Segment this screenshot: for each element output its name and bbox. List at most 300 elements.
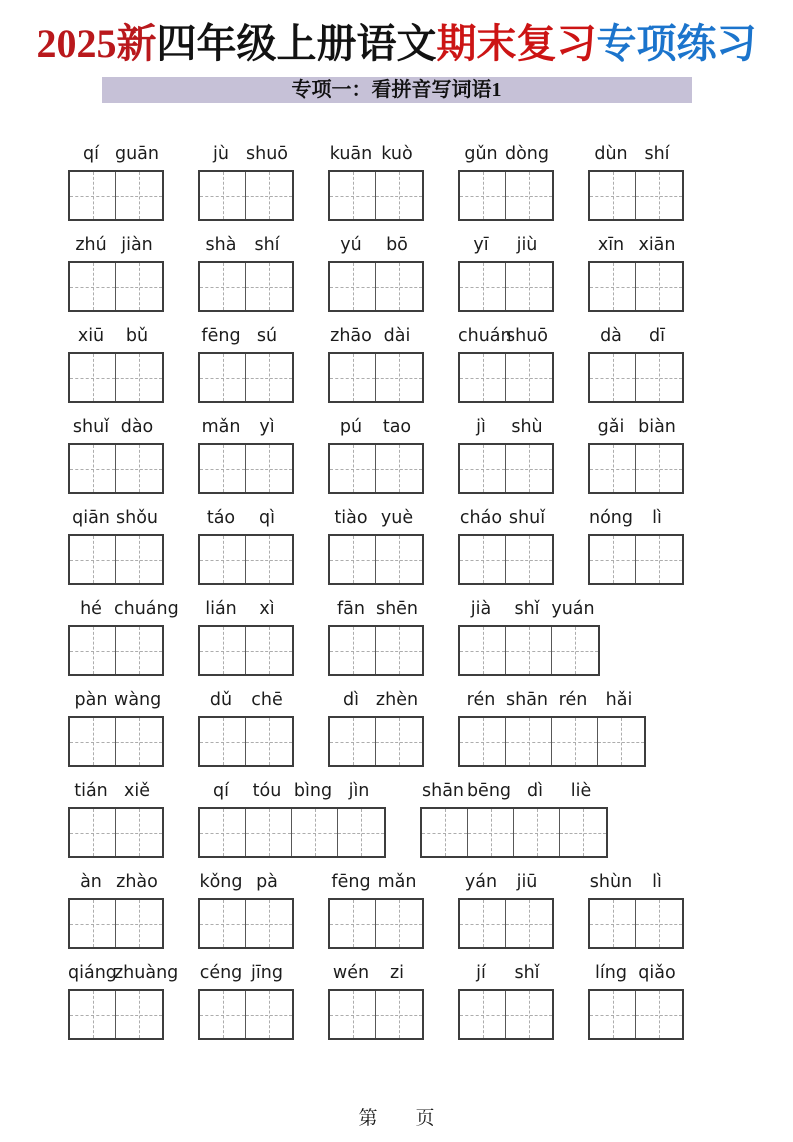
pinyin-syllable: qí	[83, 144, 99, 164]
writing-grid	[588, 170, 684, 221]
pinyin-syllable: lì	[652, 872, 662, 892]
writing-grid	[328, 716, 424, 767]
pinyin-syllable: mǎn	[201, 417, 241, 437]
writing-grid	[68, 989, 164, 1040]
word-item	[198, 962, 294, 1040]
writing-cell	[376, 536, 422, 583]
pinyin-syllable: hǎi	[605, 690, 633, 710]
pinyin-syllable: tián	[74, 781, 108, 801]
word-item	[68, 871, 164, 949]
word-item	[68, 962, 179, 1040]
pinyin-syllable: hé	[80, 599, 102, 619]
subtitle-band	[102, 77, 692, 103]
writing-cell	[338, 809, 384, 856]
word-item	[588, 143, 684, 221]
writing-cell	[246, 536, 292, 583]
pinyin-label	[328, 143, 424, 165]
writing-grid	[68, 625, 164, 676]
page-title	[0, 20, 793, 68]
pinyin-label	[328, 325, 424, 347]
pinyin-syllable: jí	[476, 963, 486, 983]
word-item	[588, 234, 684, 312]
pinyin-syllable: pà	[256, 872, 278, 892]
writing-grid	[328, 443, 424, 494]
pinyin-syllable: yuè	[380, 508, 414, 528]
writing-cell	[330, 536, 376, 583]
writing-cell	[200, 263, 246, 310]
pinyin-syllable: yì	[259, 417, 275, 437]
pinyin-label	[68, 780, 164, 802]
writing-cell	[70, 991, 116, 1038]
writing-cell	[590, 536, 636, 583]
pinyin-syllable: yī	[473, 235, 489, 255]
pinyin-syllable: jià	[470, 599, 492, 619]
pinyin-syllable: yuán	[551, 599, 595, 619]
pinyin-syllable: shuō	[245, 144, 288, 164]
writing-grid	[458, 625, 600, 676]
writing-grid	[328, 534, 424, 585]
pinyin-syllable: lì	[652, 508, 662, 528]
pinyin-label	[588, 325, 684, 347]
pinyin-syllable: jiū	[516, 872, 538, 892]
writing-cell	[330, 263, 376, 310]
writing-cell	[598, 718, 644, 765]
pinyin-syllable: xiě	[124, 781, 150, 801]
writing-cell	[200, 718, 246, 765]
pinyin-label	[198, 962, 294, 984]
pinyin-syllable: qiān	[72, 508, 110, 528]
pinyin-syllable: céng	[199, 963, 243, 983]
pinyin-syllable: dài	[383, 326, 411, 346]
pinyin-syllable: rén	[466, 690, 496, 710]
pinyin-syllable: jīng	[251, 963, 283, 983]
pinyin-syllable: zhào	[116, 872, 158, 892]
writing-grid	[458, 170, 554, 221]
worksheet-rows	[0, 143, 793, 1040]
pinyin-label	[458, 416, 554, 438]
word-item	[458, 598, 600, 676]
pinyin-label	[68, 689, 164, 711]
word-item	[328, 871, 424, 949]
pinyin-syllable: qiáng	[68, 963, 117, 983]
writing-cell	[200, 536, 246, 583]
pinyin-syllable: dì	[343, 690, 359, 710]
writing-cell	[376, 172, 422, 219]
writing-grid	[198, 170, 294, 221]
pinyin-syllable: qí	[213, 781, 229, 801]
pinyin-syllable: shí	[254, 235, 280, 255]
writing-cell	[376, 718, 422, 765]
pinyin-syllable: yú	[340, 235, 362, 255]
writing-cell	[246, 900, 292, 947]
pinyin-syllable: tao	[382, 417, 412, 437]
writing-cell	[506, 627, 552, 674]
writing-cell	[116, 445, 162, 492]
writing-grid	[68, 170, 164, 221]
writing-grid	[198, 716, 294, 767]
pinyin-syllable: xiū	[77, 326, 105, 346]
writing-cell	[200, 900, 246, 947]
word-item	[588, 325, 684, 403]
writing-grid	[458, 534, 554, 585]
pinyin-syllable: shān	[421, 781, 465, 801]
writing-cell	[460, 172, 506, 219]
writing-grid	[68, 534, 164, 585]
pinyin-syllable: zhuàng	[114, 963, 179, 983]
writing-cell	[460, 991, 506, 1038]
writing-cell	[376, 263, 422, 310]
writing-cell	[200, 172, 246, 219]
writing-cell	[460, 900, 506, 947]
worksheet-row	[0, 962, 793, 1040]
pinyin-syllable: pú	[339, 417, 363, 437]
writing-cell	[116, 900, 162, 947]
writing-grid	[198, 534, 294, 585]
pinyin-syllable: shān	[505, 690, 549, 710]
writing-cell	[70, 900, 116, 947]
writing-grid	[328, 352, 424, 403]
writing-grid	[458, 352, 554, 403]
pinyin-label	[588, 234, 684, 256]
writing-cell	[70, 263, 116, 310]
pinyin-label	[198, 871, 294, 893]
pinyin-syllable: shǐ	[514, 963, 540, 983]
writing-cell	[116, 718, 162, 765]
writing-cell	[116, 627, 162, 674]
writing-cell	[514, 809, 560, 856]
writing-cell	[330, 445, 376, 492]
word-item	[588, 962, 684, 1040]
writing-grid	[198, 625, 294, 676]
writing-cell	[506, 718, 552, 765]
writing-cell	[506, 445, 552, 492]
writing-grid	[328, 625, 424, 676]
pinyin-syllable: shuǐ	[508, 508, 546, 528]
writing-grid	[458, 261, 554, 312]
pinyin-label	[588, 871, 684, 893]
pinyin-syllable: bǔ	[125, 326, 149, 346]
pinyin-syllable: wàng	[114, 690, 162, 710]
pinyin-syllable: zhèn	[375, 690, 419, 710]
pinyin-label	[458, 962, 554, 984]
pinyin-label	[198, 234, 294, 256]
word-item	[198, 871, 294, 949]
writing-grid	[198, 443, 294, 494]
writing-cell	[560, 809, 606, 856]
word-item	[68, 143, 164, 221]
pinyin-syllable: dà	[600, 326, 622, 346]
pinyin-syllable: liè	[570, 781, 592, 801]
word-item	[458, 871, 554, 949]
word-item	[198, 416, 294, 494]
writing-grid	[588, 534, 684, 585]
writing-cell	[200, 445, 246, 492]
pinyin-syllable: jiàn	[121, 235, 153, 255]
word-item	[328, 325, 424, 403]
writing-cell	[422, 809, 468, 856]
pinyin-syllable: zhāo	[330, 326, 372, 346]
worksheet-row	[0, 780, 793, 858]
pinyin-syllable: fān	[337, 599, 365, 619]
writing-cell	[590, 263, 636, 310]
worksheet-row	[0, 143, 793, 221]
word-item	[588, 507, 684, 585]
pinyin-label	[328, 507, 424, 529]
word-item	[198, 689, 294, 767]
writing-grid	[68, 716, 164, 767]
pinyin-syllable: tóu	[252, 781, 282, 801]
worksheet-row	[0, 598, 793, 676]
word-item	[198, 598, 294, 676]
pinyin-syllable: qì	[259, 508, 275, 528]
writing-cell	[506, 263, 552, 310]
pinyin-label	[198, 780, 386, 802]
pinyin-label	[68, 962, 179, 984]
writing-grid	[420, 807, 608, 858]
word-item	[458, 507, 554, 585]
writing-cell	[376, 445, 422, 492]
writing-grid	[458, 716, 646, 767]
writing-cell	[70, 627, 116, 674]
pinyin-syllable: shà	[205, 235, 237, 255]
pinyin-syllable: chē	[251, 690, 283, 710]
word-item	[328, 962, 424, 1040]
word-item	[198, 143, 294, 221]
pinyin-syllable: shí	[644, 144, 670, 164]
writing-grid	[328, 989, 424, 1040]
pinyin-label	[328, 416, 424, 438]
word-item	[458, 325, 554, 403]
writing-cell	[468, 809, 514, 856]
pinyin-syllable: àn	[80, 872, 102, 892]
writing-cell	[70, 536, 116, 583]
writing-cell	[636, 263, 682, 310]
pinyin-label	[458, 507, 554, 529]
pinyin-label	[328, 598, 424, 620]
writing-cell	[200, 809, 246, 856]
pinyin-label	[198, 507, 294, 529]
writing-cell	[246, 627, 292, 674]
writing-cell	[636, 172, 682, 219]
pinyin-label	[198, 416, 294, 438]
pinyin-label	[458, 325, 554, 347]
pinyin-syllable: qiǎo	[638, 963, 676, 983]
word-item	[328, 234, 424, 312]
pinyin-syllable: xiān	[638, 235, 676, 255]
pinyin-syllable: sú	[256, 326, 278, 346]
writing-cell	[590, 172, 636, 219]
pinyin-label	[588, 416, 684, 438]
pinyin-label	[458, 598, 600, 620]
writing-cell	[590, 900, 636, 947]
pinyin-label	[328, 234, 424, 256]
writing-cell	[246, 172, 292, 219]
pinyin-syllable: zi	[389, 963, 405, 983]
pinyin-syllable: chuáng	[114, 599, 179, 619]
pinyin-label	[328, 689, 424, 711]
word-item	[458, 416, 554, 494]
page-title-part: 2025新	[36, 21, 157, 66]
writing-cell	[330, 354, 376, 401]
pinyin-syllable: dùn	[594, 144, 628, 164]
writing-cell	[552, 718, 598, 765]
pinyin-syllable: nóng	[589, 508, 633, 528]
writing-cell	[116, 354, 162, 401]
pinyin-syllable: shuǐ	[72, 417, 110, 437]
writing-cell	[116, 991, 162, 1038]
pinyin-label	[68, 871, 164, 893]
pinyin-label	[328, 871, 424, 893]
pinyin-syllable: bēng	[466, 781, 512, 801]
writing-cell	[246, 809, 292, 856]
writing-cell	[330, 627, 376, 674]
word-item	[458, 143, 554, 221]
pinyin-syllable: shēn	[375, 599, 419, 619]
pinyin-syllable: kuò	[381, 144, 413, 164]
word-item	[588, 416, 684, 494]
pinyin-syllable: chuán	[458, 326, 512, 346]
word-item	[420, 780, 608, 858]
pinyin-label	[198, 689, 294, 711]
pinyin-label	[198, 325, 294, 347]
word-item	[458, 962, 554, 1040]
writing-cell	[636, 991, 682, 1038]
pinyin-syllable: shǐ	[514, 599, 540, 619]
pinyin-label	[420, 780, 608, 802]
pinyin-syllable: tiào	[334, 508, 368, 528]
writing-cell	[590, 354, 636, 401]
pinyin-label	[588, 507, 684, 529]
word-item	[328, 598, 424, 676]
pinyin-syllable: táo	[206, 508, 236, 528]
writing-grid	[68, 261, 164, 312]
writing-grid	[68, 352, 164, 403]
writing-cell	[376, 991, 422, 1038]
writing-cell	[70, 172, 116, 219]
writing-cell	[330, 991, 376, 1038]
writing-cell	[330, 718, 376, 765]
pinyin-syllable: pàn	[74, 690, 108, 710]
writing-cell	[70, 718, 116, 765]
pinyin-label	[458, 871, 554, 893]
writing-cell	[552, 627, 598, 674]
writing-cell	[70, 809, 116, 856]
word-item	[68, 780, 164, 858]
writing-cell	[70, 445, 116, 492]
writing-grid	[198, 989, 294, 1040]
pinyin-label	[588, 962, 684, 984]
writing-cell	[590, 991, 636, 1038]
pinyin-label	[458, 143, 554, 165]
page-footer: 第 页	[358, 1107, 435, 1129]
writing-cell	[460, 263, 506, 310]
writing-cell	[636, 900, 682, 947]
writing-cell	[292, 809, 338, 856]
writing-cell	[116, 172, 162, 219]
pinyin-syllable: jù	[213, 144, 229, 164]
writing-grid	[198, 807, 386, 858]
writing-grid	[458, 989, 554, 1040]
writing-grid	[198, 352, 294, 403]
pinyin-syllable: shuō	[505, 326, 548, 346]
worksheet-row	[0, 325, 793, 403]
word-item	[328, 416, 424, 494]
subtitle-text: 专项一：看拼音写词语1	[291, 79, 502, 101]
writing-grid	[68, 443, 164, 494]
word-item	[328, 507, 424, 585]
pinyin-syllable: zhú	[75, 235, 107, 255]
pinyin-syllable: dǔ	[209, 690, 233, 710]
writing-grid	[588, 261, 684, 312]
pinyin-label	[458, 234, 554, 256]
pinyin-syllable: dī	[649, 326, 665, 346]
writing-cell	[246, 718, 292, 765]
writing-cell	[590, 445, 636, 492]
writing-cell	[506, 900, 552, 947]
writing-cell	[460, 536, 506, 583]
word-item	[68, 234, 164, 312]
writing-cell	[246, 445, 292, 492]
worksheet-row	[0, 507, 793, 585]
pinyin-label	[588, 143, 684, 165]
writing-grid	[198, 898, 294, 949]
writing-cell	[506, 172, 552, 219]
word-item	[458, 689, 646, 767]
pinyin-syllable: rén	[558, 690, 588, 710]
page-title-part: 专项练习	[596, 21, 757, 66]
pinyin-syllable: kuān	[329, 144, 373, 164]
pinyin-syllable: bìng	[293, 781, 333, 801]
pinyin-syllable: shǒu	[115, 508, 158, 528]
pinyin-label	[68, 234, 164, 256]
writing-cell	[200, 354, 246, 401]
writing-grid	[68, 807, 164, 858]
writing-grid	[588, 443, 684, 494]
pinyin-syllable: lián	[205, 599, 237, 619]
word-item	[458, 234, 554, 312]
writing-grid	[328, 170, 424, 221]
page-title-part: 期末复习	[436, 21, 597, 66]
pinyin-syllable: guān	[114, 144, 159, 164]
pinyin-syllable: gǔn	[464, 144, 498, 164]
word-item	[68, 507, 164, 585]
writing-cell	[636, 354, 682, 401]
pinyin-syllable: bō	[386, 235, 408, 255]
pinyin-syllable: cháo	[459, 508, 503, 528]
writing-grid	[198, 261, 294, 312]
pinyin-syllable: xì	[259, 599, 275, 619]
pinyin-label	[68, 598, 179, 620]
word-item	[198, 234, 294, 312]
word-item	[198, 507, 294, 585]
pinyin-label	[328, 962, 424, 984]
word-item	[328, 143, 424, 221]
writing-cell	[246, 354, 292, 401]
writing-cell	[330, 172, 376, 219]
writing-cell	[460, 627, 506, 674]
pinyin-label	[198, 598, 294, 620]
writing-grid	[588, 352, 684, 403]
pinyin-label	[68, 325, 164, 347]
pinyin-label	[458, 689, 646, 711]
writing-cell	[116, 809, 162, 856]
writing-cell	[330, 900, 376, 947]
worksheet-row	[0, 234, 793, 312]
writing-cell	[376, 354, 422, 401]
pinyin-syllable: gǎi	[597, 417, 625, 437]
word-item	[68, 416, 164, 494]
pinyin-syllable: biàn	[638, 417, 676, 437]
